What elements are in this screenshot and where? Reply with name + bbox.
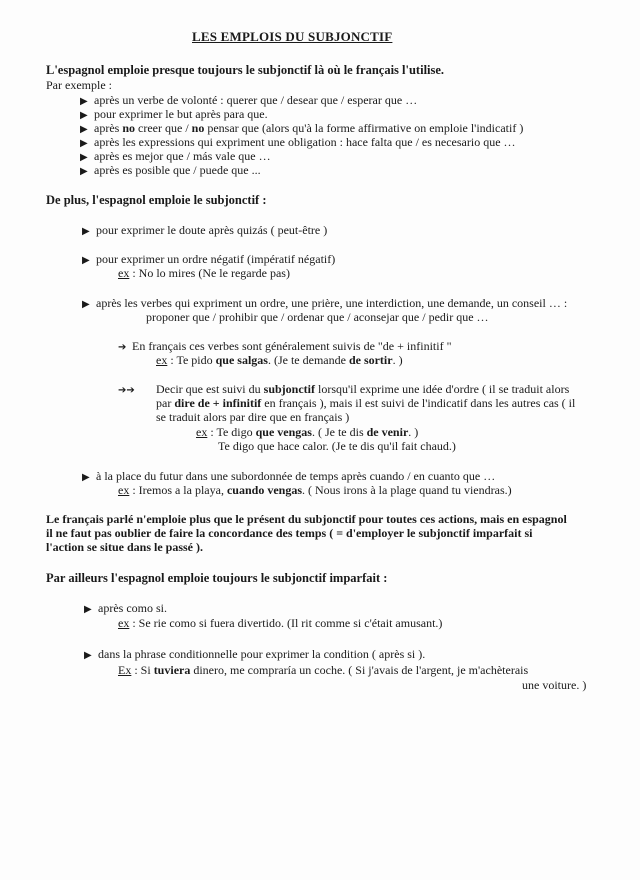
example-line: ex : No lo mires (Ne le regarde pas) [118, 266, 290, 280]
bullet-icon: ▶ [82, 255, 90, 266]
note-item: ➔➔ Decir que est suivi du subjonctif lorsqu'il exprime une idée d'ordre ( il se traduit alors [118, 382, 570, 396]
example-line: ex : Te pido que salgas. (Je te demande de sortir. ) [156, 353, 403, 367]
list-item: ▶ après les expressions qui expriment une obligation : hace falta que / es necesario que … [80, 135, 516, 149]
example-line: ex : Se rie como si fuera divertido. (Il rit comme si c'était amusant.) [118, 616, 443, 630]
list-item: ▶ après es mejor que / más vale que … [80, 149, 271, 163]
list-item: ▶ pour exprimer le doute après quizás ( peut-être ) [82, 223, 328, 237]
double-arrow-icon: ➔➔ [118, 385, 135, 396]
example-line: Te digo que hace calor. (Je te dis qu'il fait chaud.) [218, 439, 456, 453]
list-item: ▶ pour exprimer le but après para que. [80, 107, 268, 121]
note-paragraph-line: il ne faut pas oublier de faire la concordance des temps ( = d'employer le subjonctif imparfait si [46, 526, 533, 540]
bullet-icon: ▶ [80, 124, 88, 135]
note-paragraph-line: Le français parlé n'emploie plus que le présent du subjonctif pour toutes ces actions, mais en espagnol [46, 512, 567, 526]
bullet-icon: ▶ [80, 152, 88, 163]
note-item: ➔ En français ces verbes sont généralement suivis de "de + infinitif " [118, 339, 452, 353]
arrow-icon: ➔ [118, 342, 127, 353]
bullet-icon: ▶ [84, 650, 92, 661]
page-title: LES EMPLOIS DU SUBJONCTIF [192, 29, 393, 44]
list-item: ▶ après no creer que / no pensar que (alors qu'à la forme affirmative on emploie l'indicatif ) [80, 121, 524, 135]
bullet-icon: ▶ [82, 226, 90, 237]
list-item-continuation: proponer que / prohibir que / ordenar que / aconsejar que / pedir que … [146, 310, 489, 324]
section1-intro: Par exemple : [46, 78, 112, 92]
section2-heading: De plus, l'espagnol emploie le subjonctif : [46, 193, 267, 207]
note-continuation: se traduit alors par dire que en français ) [156, 410, 350, 424]
bullet-icon: ▶ [80, 166, 88, 177]
list-item: ▶ après les verbes qui expriment un ordre, une prière, une interdiction, une demande, un conseil … : [82, 296, 568, 310]
bullet-icon: ▶ [84, 604, 92, 615]
bullet-icon: ▶ [82, 299, 90, 310]
section1-heading: L'espagnol emploie presque toujours le subjonctif là où le français l'utilise. [46, 63, 445, 77]
section3-heading: Par ailleurs l'espagnol emploie toujours le subjonctif imparfait : [46, 571, 388, 585]
bullet-icon: ▶ [80, 96, 88, 107]
example-continuation: une voiture. ) [522, 678, 587, 692]
note-continuation: par dire de + infinitif en français ), mais il est suivi de l'indicatif dans les autres cas ( il [156, 396, 576, 410]
bullet-icon: ▶ [80, 110, 88, 121]
example-line: ex : Iremos a la playa, cuando vengas. ( Nous irons à la plage quand tu viendras.) [118, 483, 512, 497]
example-line: Ex : Si tuviera dinero, me compraría un coche. ( Si j'avais de l'argent, je m'achèterais [118, 663, 529, 677]
list-item: ▶ après es posible que / puede que ... [80, 163, 261, 177]
bullet-icon: ▶ [82, 472, 90, 483]
list-item: ▶ dans la phrase conditionnelle pour exprimer la condition ( après si ). [84, 647, 426, 661]
example-line: ex : Te digo que vengas. ( Je te dis de venir. ) [196, 425, 419, 439]
list-item: ▶ à la place du futur dans une subordonnée de temps après cuando / en cuanto que … [82, 469, 496, 483]
bullet-icon: ▶ [80, 138, 88, 149]
list-item: ▶ après un verbe de volonté : querer que / desear que / esperar que … [80, 93, 418, 107]
list-item: ▶ pour exprimer un ordre négatif (impératif négatif) [82, 252, 336, 266]
list-item: ▶ après como si. [84, 601, 167, 615]
note-paragraph-line: l'action se situe dans le passé ). [46, 540, 204, 554]
